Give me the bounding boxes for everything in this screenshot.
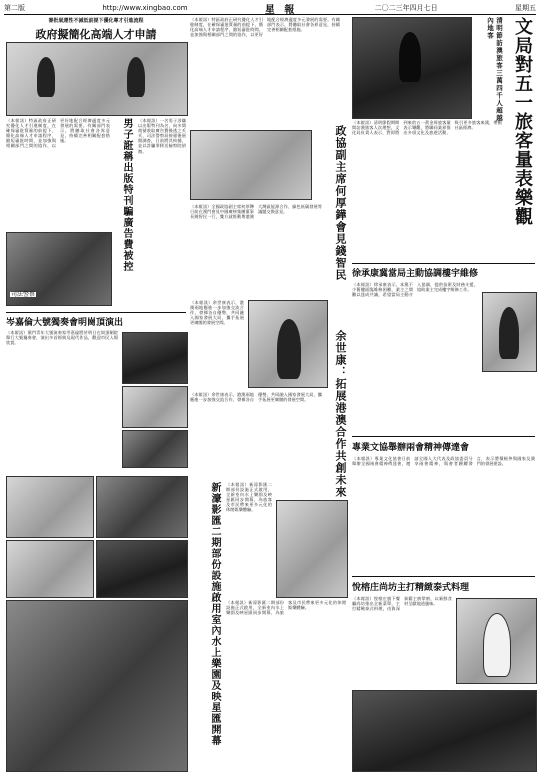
concert-photo-2 [122,386,188,428]
cultural-body: （本報訊）專業文化協會日前舉辦全國兩會精神傳達會，邀請全國人大代表及政協委員分享兩會精神，與會者踴躍發言，表示將積極參與國家及澳門的發展建設。 [352,456,535,467]
fraud-body-left: （本報訊）特區政府正研究優化人才引進制度，在確保審批質量的前提下，簡化高端人才申請程序，縮短審批時間，並加強與相關部門之間的協作，以更好地配合經濟適度多元發展的需要。有關部門表示，將聽取社會各界意見，持續完善相關配套措施。 [6,118,110,149]
police-photo-caption: 司法警察 [11,291,36,298]
talent-headline: 政府擬簡化高端人才申請 [35,28,157,40]
yu-headline: 余世康：拓展港澳合作共創未來 [334,330,347,498]
issue-weekday: 星期五 [514,4,536,12]
concert-headline: 岑嘉倫大號獨奏會明崗頂演出 [6,318,124,327]
divider [6,312,186,313]
concert-photo-1 [122,332,188,384]
divider [352,436,535,437]
divider [352,576,535,577]
yuan-headline: 徐承康冀當局主動協調樓宇維修 [352,269,479,278]
yu-body-left: （本報訊）余世康表示，港澳兩地應進一步加強交流合作，發揮各自優勢，共同融入國家發展大局，攜手拓展更廣闊的發展空間。 [190,300,244,326]
tourism-kicker: 清明節訪澳旅客三萬四千人超越內地客 [486,17,503,122]
issue-date: 二〇二三年四月七日 [374,4,438,12]
cinema-headline: 新濠影匯二期部份設施啟用室內水上樂園及映星匯開幕 [209,482,220,746]
cppcc-headline: 政協副主席何厚鏵會見錢智民 [334,125,347,281]
thai-body: （本報訊）悅榕庄旗下餐廳尚坊推出全新菜單，主打精緻泰式料理，由資深泰籍主廚掌廚，以新鮮食材呈獻地道風味。 [352,596,452,612]
yu-body: （本報訊）余世康表示，港澳兩地應進一步加強交流合作，發揮各自優勢，共同融入國家發展大局，攜手拓展更廣闊的發展空間。 [190,392,322,403]
concert-body: （本報訊）澳門青年大號演奏家岑嘉倫將於明日在崗頂劇院舉行大號獨奏會，演出多首經典及現代作品，歡迎市民入場欣賞。 [6,330,118,346]
yu-portrait [248,300,328,388]
cinema-body: （本報訊）新濠影匯二期部份設施正式啟用，全新室內水上樂園及映星匯同步開幕，為旅客及市民帶來更多元化的休閒娛樂體驗。 [226,482,272,513]
cppcc-photo [190,130,312,200]
fraud-headline: 男子誑稱出版特刊騙廣告費被控 [121,118,132,272]
talent-photo [6,42,188,116]
talent-body-cont: （本報訊）特區政府正研究優化人才引進制度，在確保審批質量的前提下，簡化高端人才申請程序，縮短審批時間，並加強與相關部門之間的協作，以更好地配合經濟適度多元發展的需要。有關部門表示，將聽取社會各界意見，持續完善相關配套措施。 [190,17,340,38]
thai-headline: 悅榕庄尚坊主打精緻泰式料理 [352,583,470,592]
fraud-body: （本報訊）一名男子涉嫌以出版特刊為名，向多間商號收取廣告費後逃之夭夭，司法警察局接報後展開調查，日前將其拘捕，並以詐騙罪移送檢察院偵辦。 [138,118,186,154]
divider [352,263,535,264]
cultural-headline: 專業文協舉辦兩會精神傳達會 [352,443,470,452]
restaurant-photo [352,690,537,772]
cinema-photo-2 [96,476,188,538]
cinema-photo-1 [6,476,94,538]
yuan-portrait [482,292,537,372]
talent-kicker: 審批氣運性不減低前提下優化專才引進流程 [48,18,144,24]
yuan-body: （本報訊）徐承康表示，本澳不少舊樓面臨維修困難，業主之間難以達成共識，希望當局主動介入協調，提供技術及財務支援，協助業主完成樓宇維修工作。 [352,282,478,298]
cinema-body-cont: （本報訊）新濠影匯二期部份設施正式啟用，全新室內水上樂園及映星匯同步開幕，為旅客及市民帶來更多元化的休閒娛樂體驗。 [226,600,346,616]
tourism-headline: 文局對五一旅客量表樂觀 [512,17,533,226]
chef-portrait [456,598,537,684]
tourism-body: （本報訊）清明節假期期間訪澳旅客人次理想，文化局負責人表示，對即將到來的五一黃金周旅客量表示樂觀，將聯同業界推出多項文化及旅遊活動，吸引更多旅客來澳，帶動社區經濟。 [352,120,502,136]
cppcc-body: （本報訊）全國政協副主席何厚鏵日前在澳門會見中國廣核集團董事長錢智民一行，雙方就推動粵港澳大灣區能源合作、綠色低碳發展等議題交換意見。 [190,204,322,220]
cinema-photo-4 [96,540,188,598]
page-header [4,2,536,15]
concert-photo-3 [122,430,188,468]
waterpark-photo [6,600,188,772]
cinema-event-photo [276,500,348,598]
page-number: 第二版 [4,4,25,12]
tourism-photo [352,17,472,119]
site-url[interactable]: http://www.xingbao.com [102,4,188,12]
masthead: 星 報 [264,4,298,16]
cinema-photo-3 [6,540,94,598]
